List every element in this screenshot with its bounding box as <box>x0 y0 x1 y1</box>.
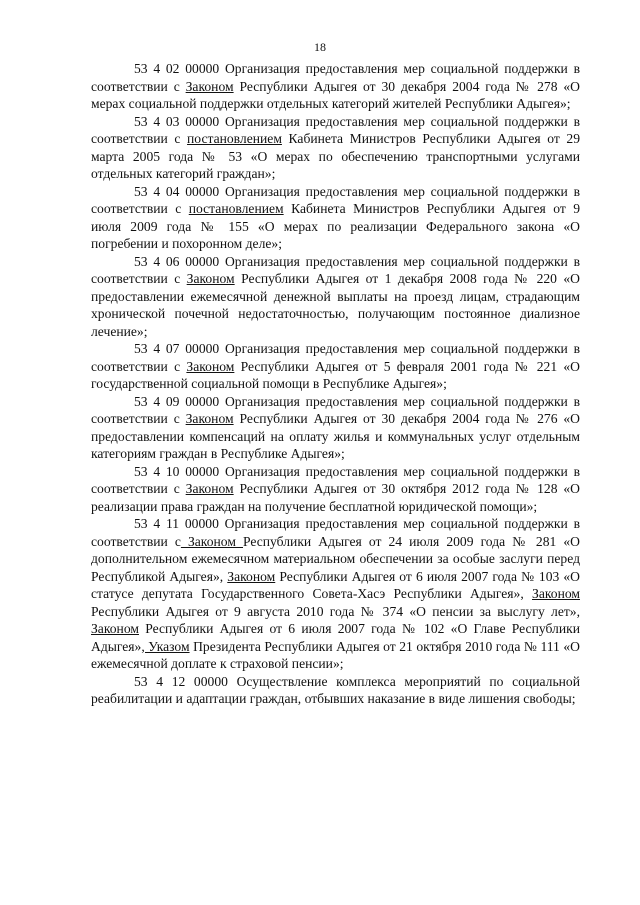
law-link[interactable]: Законом <box>532 586 580 601</box>
paragraph-53-4-02 <box>91 60 580 113</box>
paragraph-53-4-07 <box>91 340 580 393</box>
text-segment: Республики Адыгея от 30 декабря 2004 года № 276 «О предоставлении компенсаций на оплату жилья и коммунальных услуг отдельным категориям граждан в Республике Адыгея»; <box>91 411 580 461</box>
text-segment: 53 4 02 00000 Организация предоставления мер социальной поддержки в соответствии с <box>91 61 580 94</box>
law-link[interactable]: Законом <box>227 568 276 584</box>
text-segment: Республики Адыгея от 6 июля 2007 года № 102 «О Главе Республики Адыгея» <box>91 621 580 654</box>
page-number: 18 <box>314 40 326 54</box>
text-segment: 53 4 11 00000 Организация предоставления мер социальной поддержки в соответствии с <box>91 516 580 549</box>
paragraph-53-4-09 <box>91 393 580 463</box>
text-segment: Республики Адыгея от 24 июля 2009 года № 281 «О дополнительном ежемесячном материальном обеспечении за особые заслуги перед Республикой Адыгея», <box>91 533 580 584</box>
text-segment: Республики Адыгея от 9 августа 2010 года № 374 «О пенсии за выслугу лет», <box>91 603 580 619</box>
paragraph-53-4-03 <box>91 113 580 183</box>
document-body <box>91 60 580 708</box>
text-segment: Республики Адыгея от 5 февраля 2001 года № 221 «О государственной социальной помощи в Республике Адыгея»; <box>91 358 581 391</box>
law-link[interactable]: Законом <box>185 411 234 426</box>
text-segment: 53 4 03 00000 Организация предоставления мер социальной поддержки в соответствии с <box>91 113 580 146</box>
text-segment: Президента Республики Адыгея от 21 октября 2010 года № 111 «О ежемесячной доплате к страховой пенсии»; <box>91 638 580 671</box>
text-segment: Республики Адыгея от 1 декабря 2008 года № 220 «О предоставлении ежемесячной денежной выплаты на проезд лицам, страдающим хронической почечной недостаточностью, получающим постоянное диализное лечение»; <box>91 271 580 339</box>
decree-link[interactable]: , Указом <box>141 638 190 654</box>
law-link[interactable]: Законом <box>185 78 234 94</box>
law-link[interactable]: Законом <box>91 621 139 636</box>
text-segment: Кабинета Министров Республики Адыгея от 29 марта 2005 года № 53 «О мерах по обеспечению транспортными услугами отдельных категорий граждан»; <box>91 131 580 181</box>
text-segment: Кабинета Министров Республики Адыгея от 9 июля 2009 года № 155 «О мерах по реализации Федерального закона «О погребении и похоронном деле»; <box>91 201 581 251</box>
text-segment: 53 4 06 00000 Организация предоставления мер социальной поддержки в соответствии с <box>91 253 580 286</box>
text-segment: 53 4 10 00000 Организация предоставления мер социальной поддержки в соответствии с <box>91 463 580 496</box>
resolution-link[interactable]: постановлением <box>188 201 284 216</box>
paragraph-53-4-06 <box>91 253 580 341</box>
paragraph-53-4-10 <box>91 463 580 516</box>
text-segment: Республики Адыгея от 30 октября 2012 года № 128 «О реализации права граждан на получение бесплатной юридической помощи»; <box>91 481 581 514</box>
text-segment: 53 4 04 00000 Организация предоставления мер социальной поддержки в соответствии с <box>91 183 580 216</box>
text-segment: 53 4 07 00000 Организация предоставления мер социальной поддержки в соответствии с <box>91 341 580 374</box>
paragraph-53-4-04 <box>91 183 580 253</box>
law-link[interactable]: Законом <box>185 481 234 496</box>
paragraph-53-4-11 <box>91 515 580 673</box>
text-segment: Республики Адыгея от 6 июля 2007 года № 103 «О статусе депутата Государственного Совета-Хасэ Республики Адыгея», <box>91 568 581 601</box>
text-segment: 53 4 09 00000 Организация предоставления мер социальной поддержки в соответствии с <box>91 393 580 426</box>
resolution-link[interactable]: постановлением <box>187 131 282 146</box>
law-link[interactable]: Законом <box>186 358 235 374</box>
text-segment: 53 4 12 00000 Осуществление комплекса мероприятий по социальной реабилитации и адаптации граждан, отбывших наказание в виде лишения свободы; <box>91 673 580 706</box>
paragraph-53-4-12 <box>91 673 580 708</box>
law-link[interactable]: Законом <box>180 533 243 549</box>
law-link[interactable]: Законом <box>186 271 235 286</box>
text-segment: Республики Адыгея от 30 декабря 2004 года № 278 «О мерах социальной поддержки отдельных категорий жителей Республики Адыгея»; <box>91 78 580 111</box>
